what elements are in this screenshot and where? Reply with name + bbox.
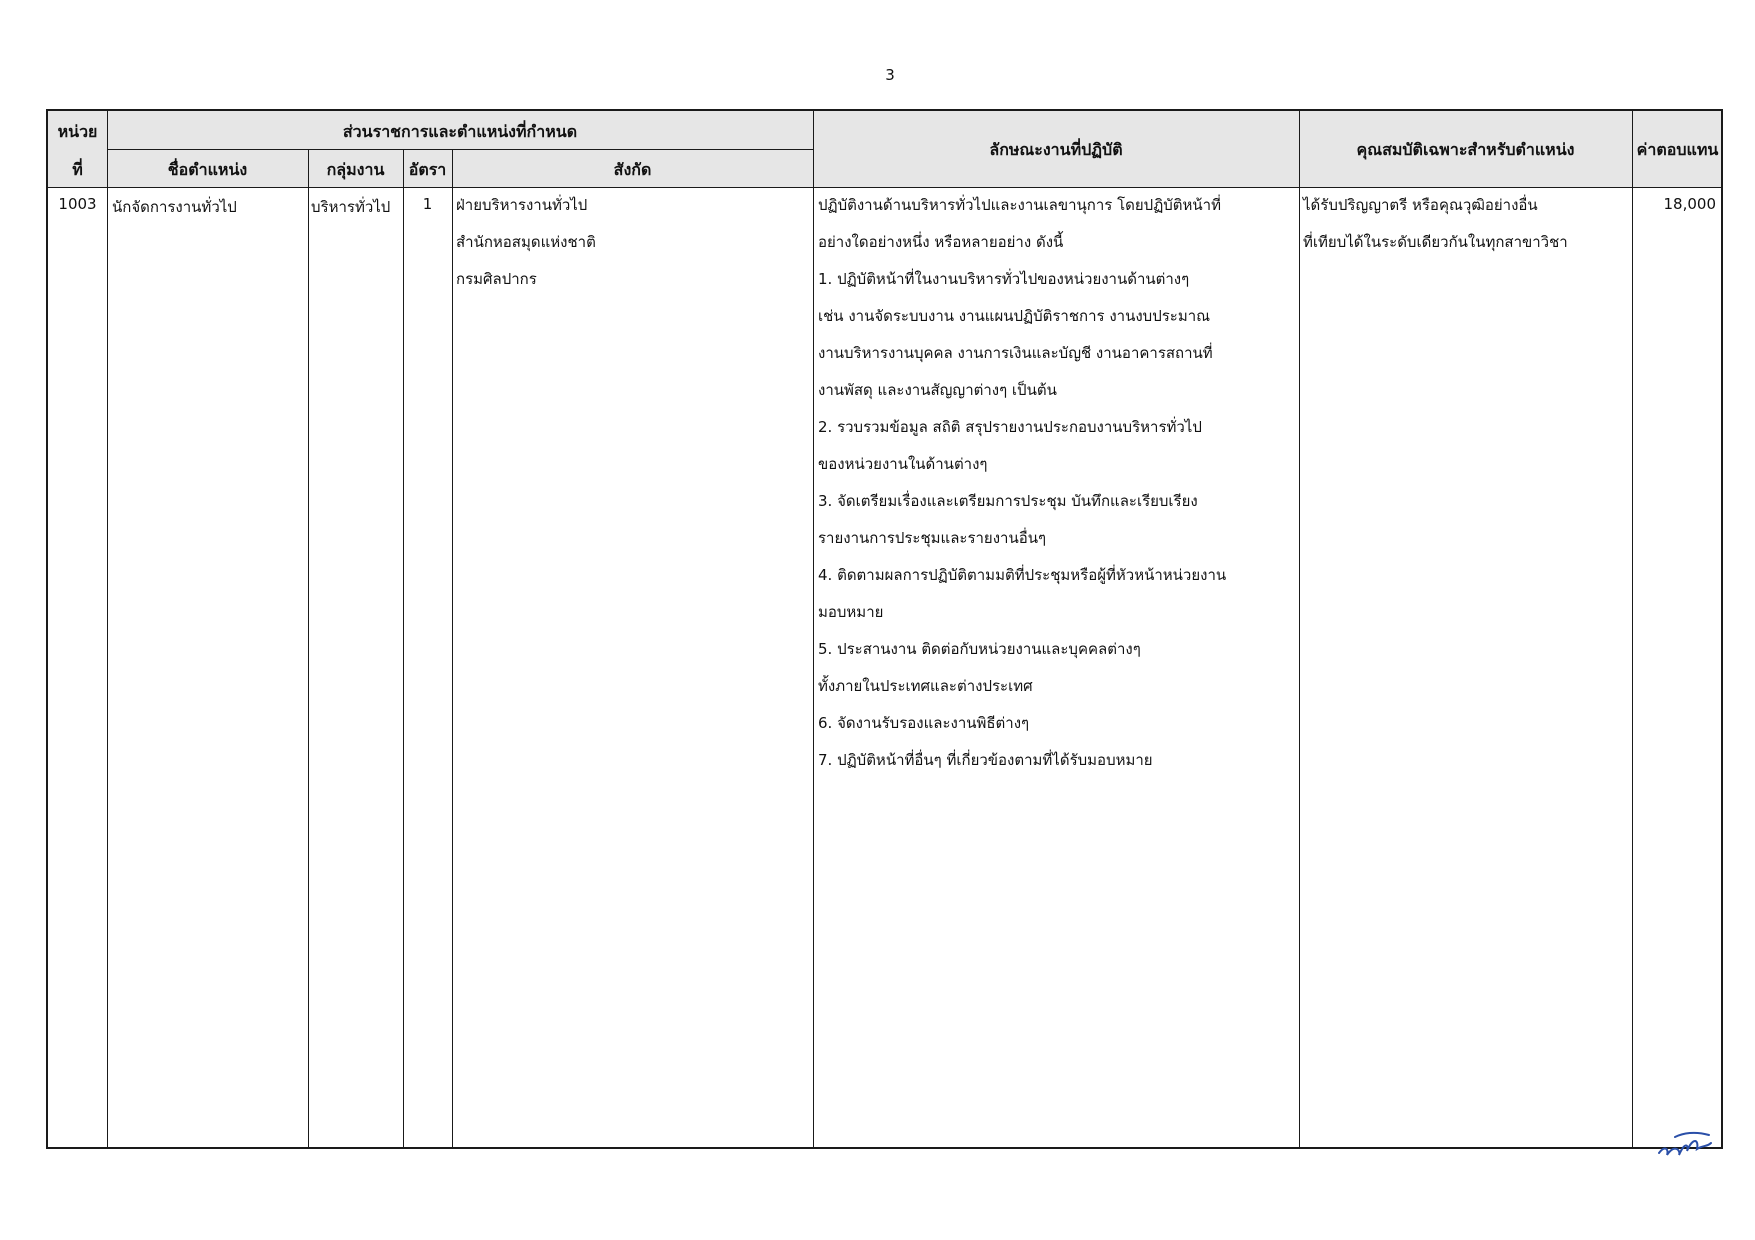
job-description-line: ปฏิบัติงานด้านบริหารทั่วไปและงานเลขานุการ โดยปฏิบัติหน้าที่ [818,196,1221,214]
column-divider-affiliation [813,111,814,1147]
cell-job-description [818,195,1226,787]
job-description-line: 5. ประสานงาน ติดต่อกับหน่วยงานและบุคคลต่างๆ [818,640,1141,658]
handwritten-signature [1655,1115,1715,1160]
column-divider-unit [107,111,108,1147]
column-divider-workgroup [403,149,404,1147]
header-rate: อัตรา [408,160,447,179]
cell-compensation: 18,000 [1663,195,1716,213]
job-description-line: งานพัสดุ และงานสัญญาต่างๆ เป็นต้น [818,381,1057,399]
header-position-name: ชื่อตำแหน่ง [167,160,248,179]
header-job-description: ลักษณะงานที่ปฏิบัติ [989,140,1123,159]
header-unit-line2: ที่ [72,160,83,179]
job-description-line: 6. จัดงานรับรองและงานพิธีต่างๆ [818,714,1030,732]
affiliation-line: ฝ่ายบริหารงานทั่วไป [456,196,588,214]
header-group-title: ส่วนราชการและตำแหน่งที่กำหนด [342,122,578,141]
cell-work-group: บริหารทั่วไป [311,198,391,216]
job-description-line: อย่างใดอย่างหนึ่ง หรือหลายอย่าง ดังนี้ [818,233,1064,251]
column-divider-description [1299,111,1300,1147]
cell-qualifications [1303,195,1568,269]
job-description-line: 3. จัดเตรียมเรื่องและเตรียมการประชุม บันทึกและเรียบเรียง [818,492,1198,510]
column-divider-qualifications [1632,111,1633,1147]
cell-unit: 1003 [58,195,97,213]
job-description-line: ของหน่วยงานในด้านต่างๆ [818,455,988,473]
header-subdivider [107,149,813,150]
header-unit-line1: หน่วย [57,122,98,141]
page-number: 3 [885,66,895,84]
job-description-line: รายงานการประชุมและรายงานอื่นๆ [818,529,1047,547]
header-affiliation: สังกัด [613,160,652,179]
position-table [46,109,1723,1149]
job-description-line: เช่น งานจัดระบบงาน งานแผนปฏิบัติราชการ งานงบประมาณ [818,307,1211,325]
qualification-line: ที่เทียบได้ในระดับเดียวกันในทุกสาขาวิชา [1303,233,1568,251]
cell-position-name: นักจัดการงานทั่วไป [112,198,237,216]
job-description-line: 4. ติดตามผลการปฏิบัติตามมติที่ประชุมหรือผู้ที่หัวหน้าหน่วยงาน [818,566,1227,584]
job-description-line: ทั้งภายในประเทศและต่างประเทศ [818,677,1033,695]
job-description-line: งานบริหารงานบุคคล งานการเงินและบัญชี งานอาคารสถานที่ [818,344,1213,362]
affiliation-line: กรมศิลปากร [456,270,537,288]
header-qualifications: คุณสมบัติเฉพาะสำหรับตำแหน่ง [1356,140,1575,159]
header-bottom-rule [48,187,1721,188]
job-description-line: มอบหมาย [818,603,884,621]
header-work-group: กลุ่มงาน [326,160,385,179]
qualification-line: ได้รับปริญญาตรี หรือคุณวุฒิอย่างอื่น [1303,196,1538,214]
job-description-line: 1. ปฏิบัติหน้าที่ในงานบริหารทั่วไปของหน่วยงานด้านต่างๆ [818,270,1190,288]
column-divider-rate [452,149,453,1147]
job-description-line: 2. รวบรวมข้อมูล สถิติ สรุปรายงานประกอบงานบริหารทั่วไป [818,418,1202,436]
header-compensation: ค่าตอบแทน [1636,140,1719,159]
job-description-line: 7. ปฏิบัติหน้าที่อื่นๆ ที่เกี่ยวข้องตามที่ได้รับมอบหมาย [818,751,1153,769]
column-divider-position [308,149,309,1147]
affiliation-line: สำนักหอสมุดแห่งชาติ [456,233,596,251]
cell-affiliation [456,195,596,306]
cell-rate: 1 [422,195,433,213]
